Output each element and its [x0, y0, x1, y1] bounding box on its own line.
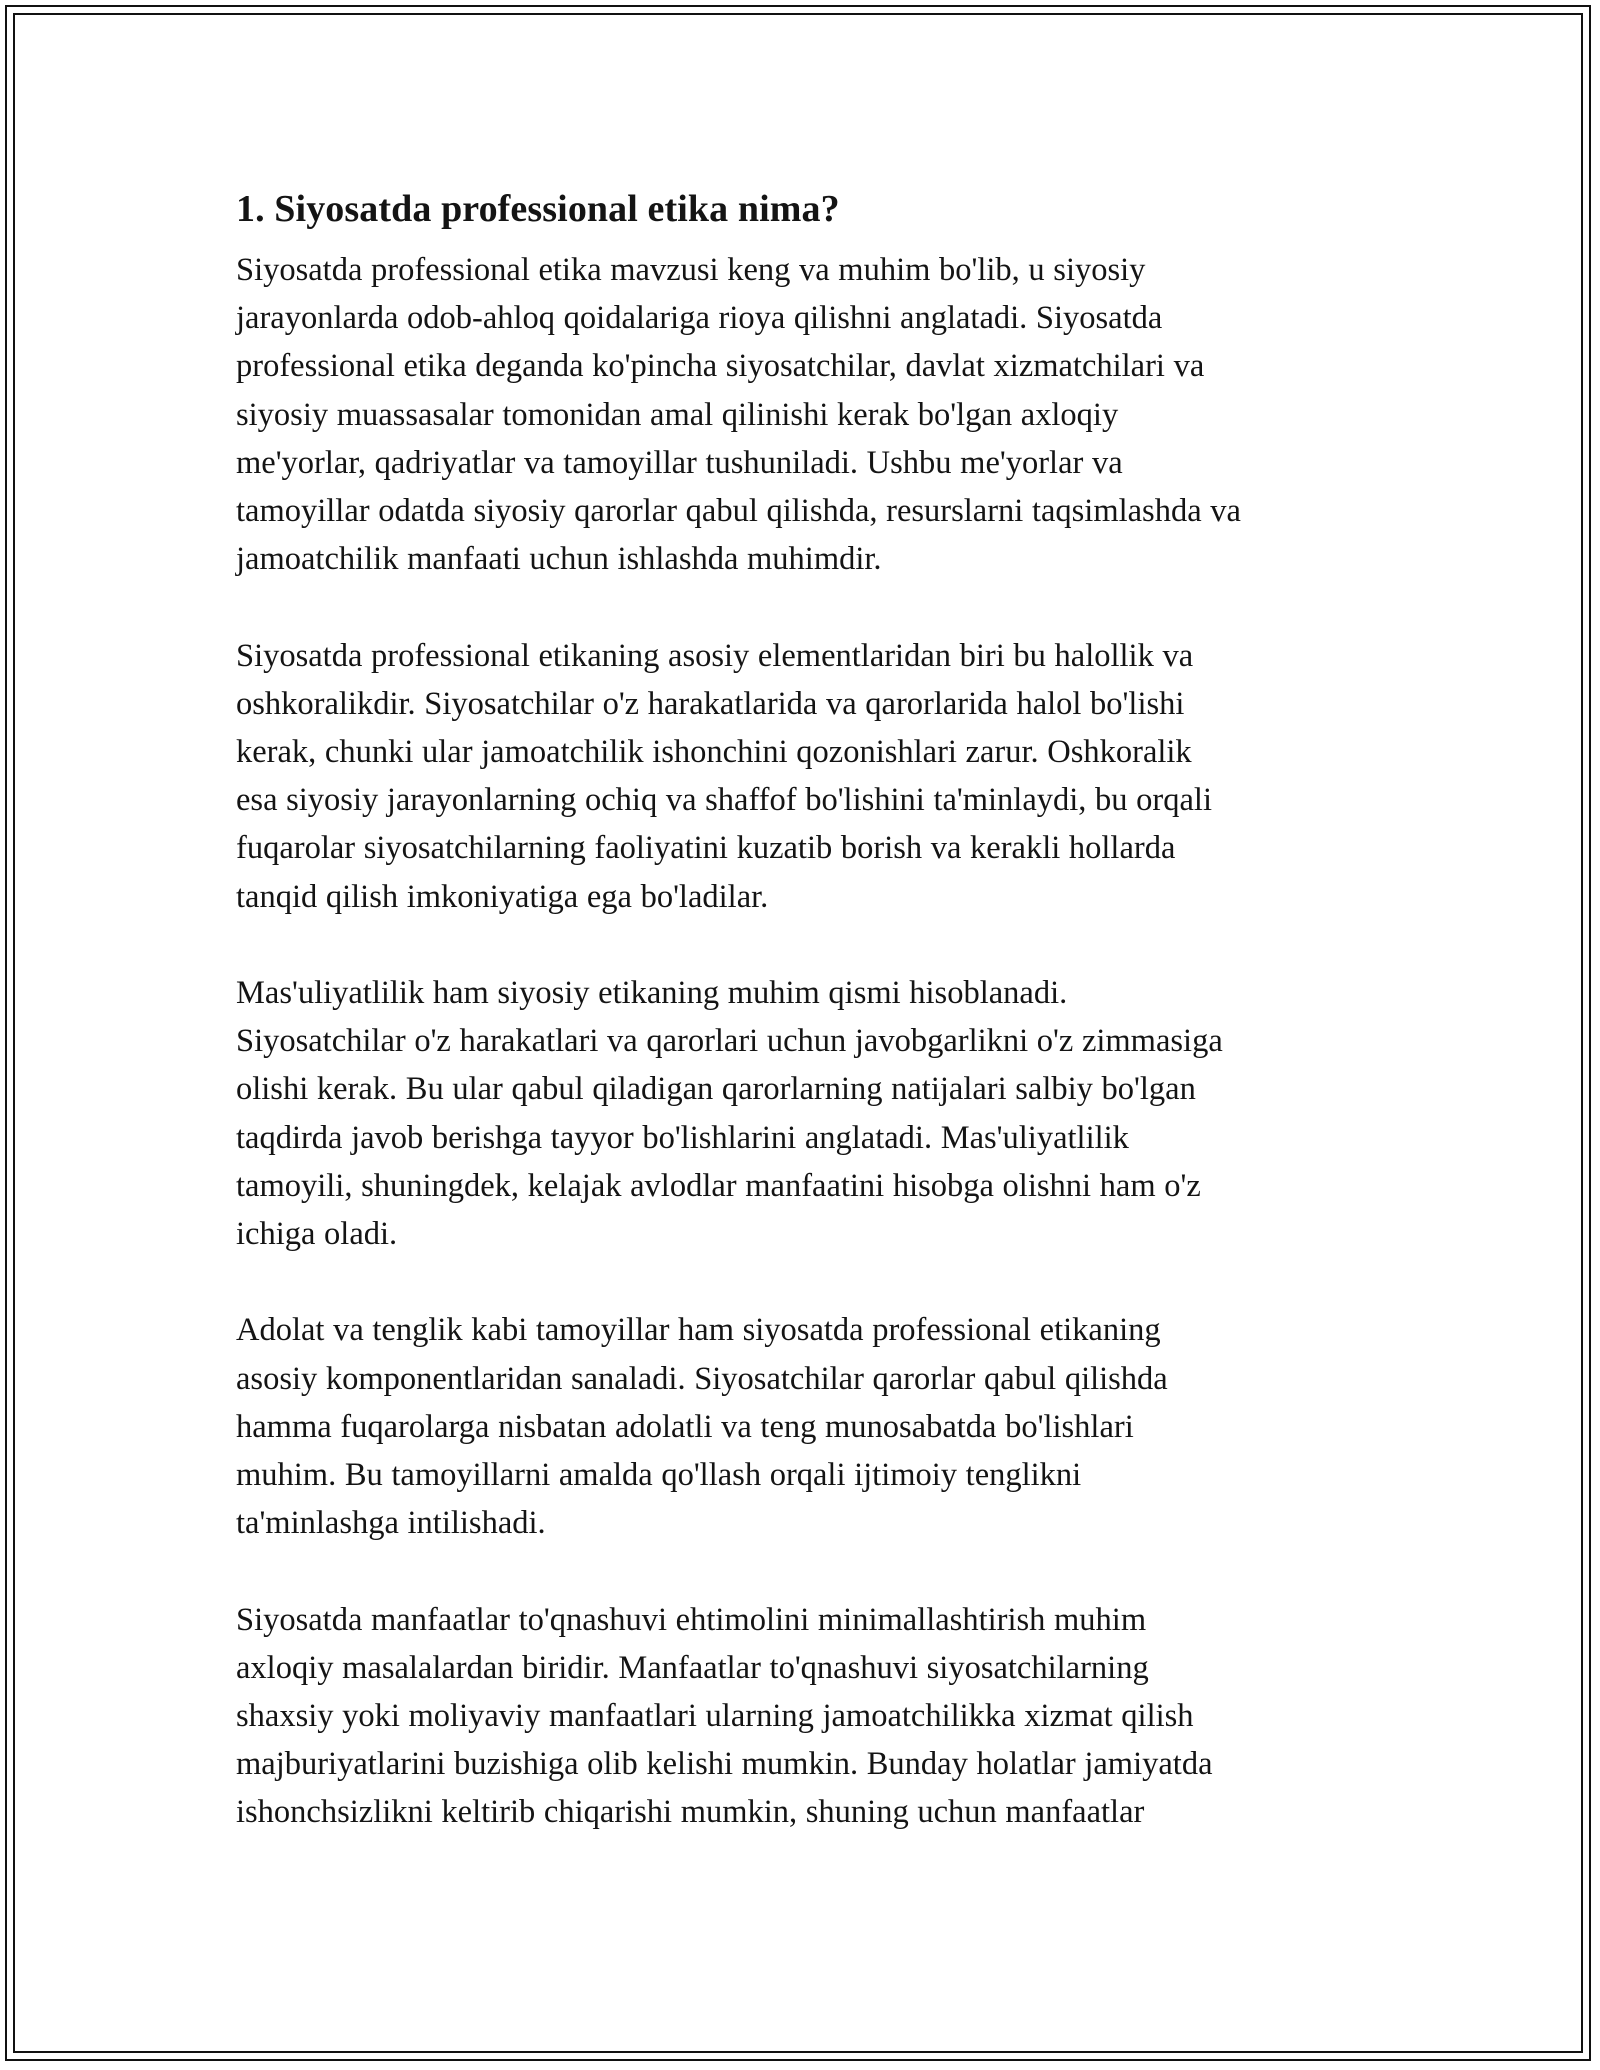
text-line: taqdirda javob berishga tayyor bo'lishlarini anglatadi. Mas'uliyatlilik	[236, 1119, 1129, 1156]
text-line: tanqid qilish imkoniyatiga ega bo'ladilar.	[236, 878, 769, 915]
text-line: esa siyosiy jarayonlarning ochiq va shaffof bo'lishini ta'minlaydi, bu orqali	[236, 782, 1212, 819]
text-line: Adolat va tenglik kabi tamoyillar ham siyosatda professional etikaning	[236, 1312, 1161, 1349]
paragraph-2	[236, 632, 1416, 921]
text-line: Mas'uliyatlilik ham siyosiy etikaning muhim qismi hisoblanadi.	[236, 975, 1068, 1012]
paragraph-5	[236, 1596, 1416, 1837]
text-line: jamoatchilik manfaati uchun ishlashda muhimdir.	[236, 541, 882, 578]
text-line: oshkoralikdir. Siyosatchilar o'z harakatlarida va qarorlarida halol bo'lishi	[236, 685, 1185, 722]
text-line: shaxsiy yoki moliyaviy manfaatlari ularning jamoatchilikka xizmat qilish	[236, 1698, 1194, 1735]
text-line: jarayonlarda odob-ahloq qoidalariga rioya qilishni anglatadi. Siyosatda	[236, 300, 1163, 337]
text-line: majburiyatlarini buzishiga olib kelishi mumkin. Bunday holatlar jamiyatda	[236, 1746, 1213, 1783]
paragraph-list	[236, 246, 1416, 1837]
text-line: fuqarolar siyosatchilarning faoliyatini kuzatib borish va kerakli hollarda	[236, 830, 1176, 867]
text-line: siyosiy muassasalar tomonidan amal qilinishi kerak bo'lgan axloqiy	[236, 396, 1119, 433]
text-line: ta'minlashga intilishadi.	[236, 1505, 546, 1542]
text-line: Siyosatchilar o'z harakatlari va qarorlari uchun javobgarlikni o'z zimmasiga	[236, 1023, 1223, 1060]
text-line: me'yorlar, qadriyatlar va tamoyillar tushuniladi. Ushbu me'yorlar va	[236, 444, 1123, 481]
text-line: tamoyili, shuningdek, kelajak avlodlar manfaatini hisobga olishni ham o'z	[236, 1167, 1201, 1204]
paragraph-3	[236, 969, 1416, 1258]
paragraph-1	[236, 246, 1416, 583]
text-line: olishi kerak. Bu ular qabul qiladigan qarorlarning natijalari salbiy bo'lgan	[236, 1071, 1196, 1108]
text-line: axloqiy masalalardan biridir. Manfaatlar to'qnashuvi siyosatchilarning	[236, 1649, 1149, 1686]
text-line: ishonchsizlikni keltirib chiqarishi mumkin, shuning uchun manfaatlar	[236, 1794, 1145, 1831]
text-line: muhim. Bu tamoyillarni amalda qo'llash orqali ijtimoiy tenglikni	[236, 1457, 1082, 1494]
page-title: 1. Siyosatda professional etika nima?	[236, 188, 840, 230]
text-line: ichiga oladi.	[236, 1216, 398, 1253]
text-line: kerak, chunki ular jamoatchilik ishonchini qozonishlari zarur. Oshkoralik	[236, 734, 1192, 771]
text-line: asosiy komponentlaridan sanaladi. Siyosatchilar qarorlar qabul qilishda	[236, 1360, 1168, 1397]
text-line: Siyosatda professional etikaning asosiy elementlaridan biri bu halollik va	[236, 637, 1194, 674]
text-line: tamoyillar odatda siyosiy qarorlar qabul qilishda, resurslarni taqsimlashda va	[236, 493, 1241, 530]
text-line: professional etika deganda ko'pincha siyosatchilar, davlat xizmatchilari va	[236, 348, 1205, 385]
paragraph-4	[236, 1306, 1416, 1547]
document-body	[236, 186, 1416, 1885]
text-line: Siyosatda professional etika mavzusi keng va muhim bo'lib, u siyosiy	[236, 252, 1146, 288]
text-line: Siyosatda manfaatlar to'qnashuvi ehtimolini minimallashtirish muhim	[236, 1601, 1147, 1638]
text-line: hamma fuqarolarga nisbatan adolatli va teng munosabatda bo'lishlari	[236, 1408, 1134, 1445]
